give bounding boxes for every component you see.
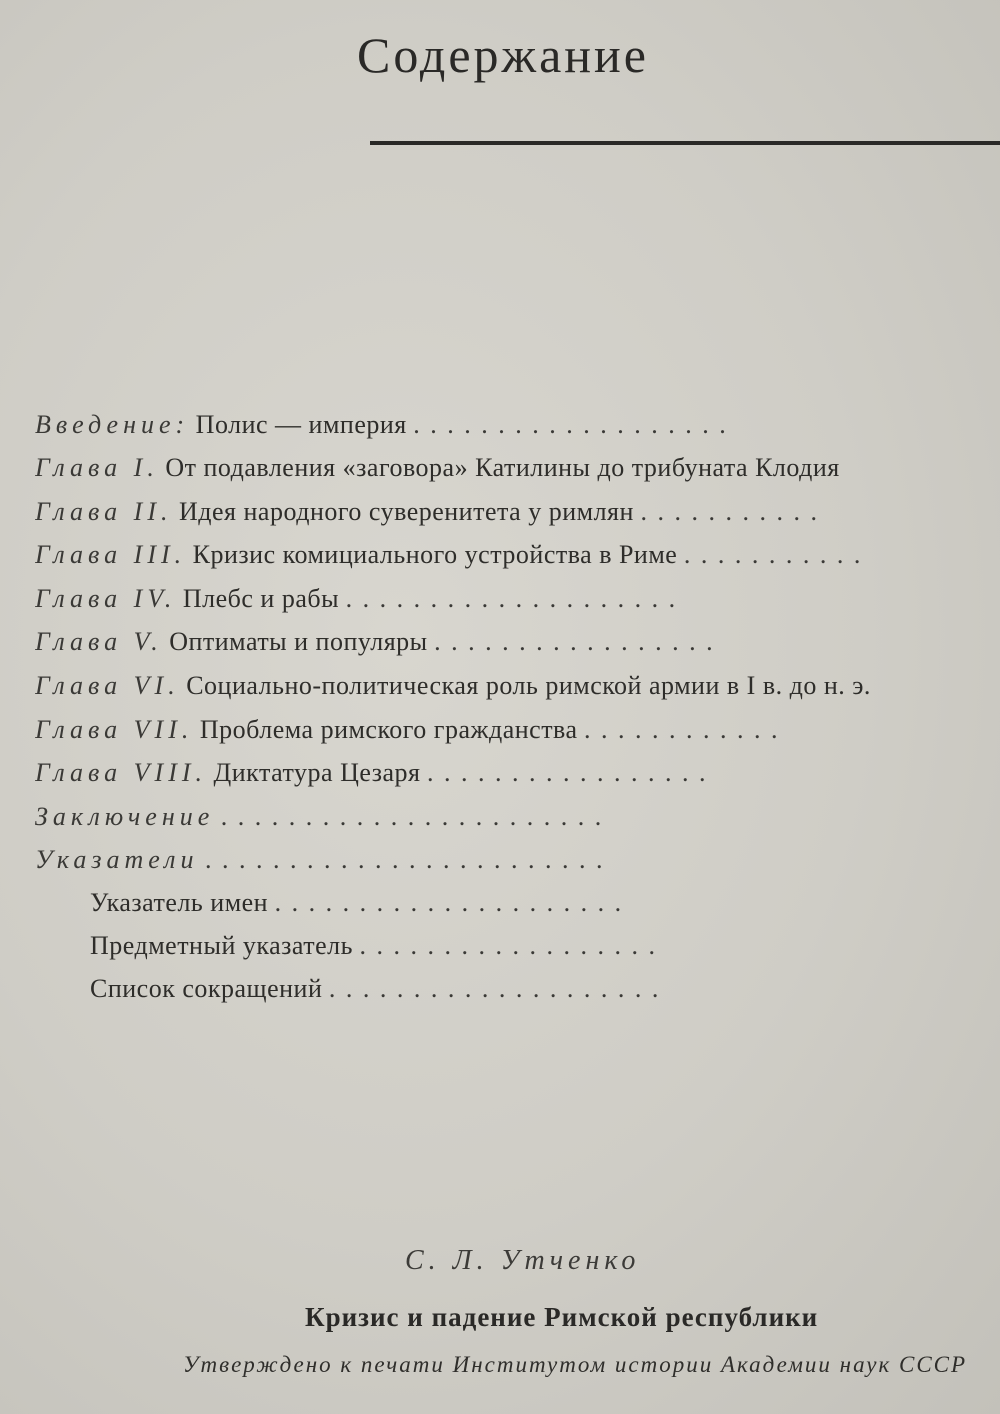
dot-leader: . . . . . . . . . . . . . . . . . . . . . . . .: [205, 845, 605, 874]
toc-entry-chapter-1: [35, 448, 1000, 488]
toc-entry-title: Диктатура Цезаря: [213, 758, 421, 787]
dot-leader: . . . . . . . . . . . . . . . . . . . . .: [274, 888, 624, 917]
toc-entry-label: Введение:: [35, 410, 190, 439]
toc-entry-title: Оптиматы и популяры: [169, 627, 428, 656]
toc-entry-title: Проблема римского гражданства: [199, 715, 578, 744]
toc-entry-label: Глава III.: [35, 540, 187, 569]
toc-entry-label: Глава VIII.: [35, 758, 208, 787]
imprint-book-title: Кризис и падение Римской республики: [305, 1302, 819, 1332]
toc-entry-title: Кризис комициального устройства в Риме: [192, 540, 678, 569]
toc-entry-chapter-8: [35, 753, 1000, 793]
toc-entry-chapter-6: [35, 666, 1000, 706]
imprint-author: С. Л. Утченко: [405, 1245, 641, 1276]
toc-entry-name-index: [90, 883, 1000, 923]
toc-entry-chapter-5: [35, 622, 1000, 662]
toc-entry-conclusion: [35, 797, 1000, 837]
toc-entry-title: Предметный указатель: [90, 931, 354, 960]
contents-heading: Содержание: [357, 27, 649, 83]
toc-entry-subject-index: [90, 926, 1000, 966]
toc-entry-introduction: [35, 405, 1000, 445]
toc-entry-chapter-3: [35, 535, 1000, 575]
toc-entry-label: Глава VII.: [35, 715, 194, 744]
toc-entry-title: Полис — империя: [195, 410, 407, 439]
toc-entry-title: Список сокращений: [90, 974, 323, 1003]
toc-entry-chapter-7: [35, 710, 1000, 750]
toc-entry-title: От подавления «заговора» Катилины до трибуната Клодия: [165, 453, 840, 482]
dot-leader: . . . . . . . . . . .: [683, 540, 863, 569]
heading-rule: [370, 141, 1000, 145]
dot-leader: . . . . . . . . . . . . . . . . .: [434, 627, 715, 656]
toc-entry-title: Плебс и рабы: [182, 584, 340, 613]
dot-leader: . . . . . . . . . . . . . . . . .: [426, 758, 708, 787]
imprint-approval-line: Утверждено к печати Институтом истории Академии наук СССР: [183, 1352, 968, 1377]
toc-entry-chapter-4: [35, 579, 1000, 619]
dot-leader: . . . . . . . . . . . . . . . . . . . . . . .: [220, 802, 604, 831]
toc-entry-chapter-2: [35, 492, 1000, 532]
dot-leader: . . . . . . . . . . . . . . . . . . . .: [345, 584, 678, 613]
toc-entry-abbreviations: [90, 969, 1000, 1009]
dot-leader: . . . . . . . . . . . . . . . . . . . .: [328, 974, 661, 1003]
toc-entry-label: Глава II.: [35, 497, 173, 526]
toc-entry-title: Указатель имен: [90, 888, 269, 917]
toc-entry-label: Указатели: [35, 845, 199, 874]
dot-leader: . . . . . . . . . . . .: [584, 715, 780, 744]
toc-entry-label: Глава V.: [35, 627, 163, 656]
toc-entry-label: Глава VI.: [35, 671, 180, 700]
toc-entry-label: Глава IV.: [35, 584, 177, 613]
toc-entry-indexes: [35, 840, 1000, 880]
dot-leader: . . . . . . . . . . .: [640, 497, 819, 526]
dot-leader: . . . . . . . . . . . . . . . . . . .: [413, 410, 728, 439]
toc-entry-label: Глава I.: [35, 453, 159, 482]
toc-entry-title: Идея народного суверенитета у римлян: [179, 497, 634, 526]
dot-leader: . . . . . . . . . . . . . . . . . .: [359, 931, 658, 960]
toc-entry-title: Социально-политическая роль римской армии в I в. до н. э.: [186, 671, 871, 700]
toc-entry-label: Заключение: [35, 802, 215, 831]
